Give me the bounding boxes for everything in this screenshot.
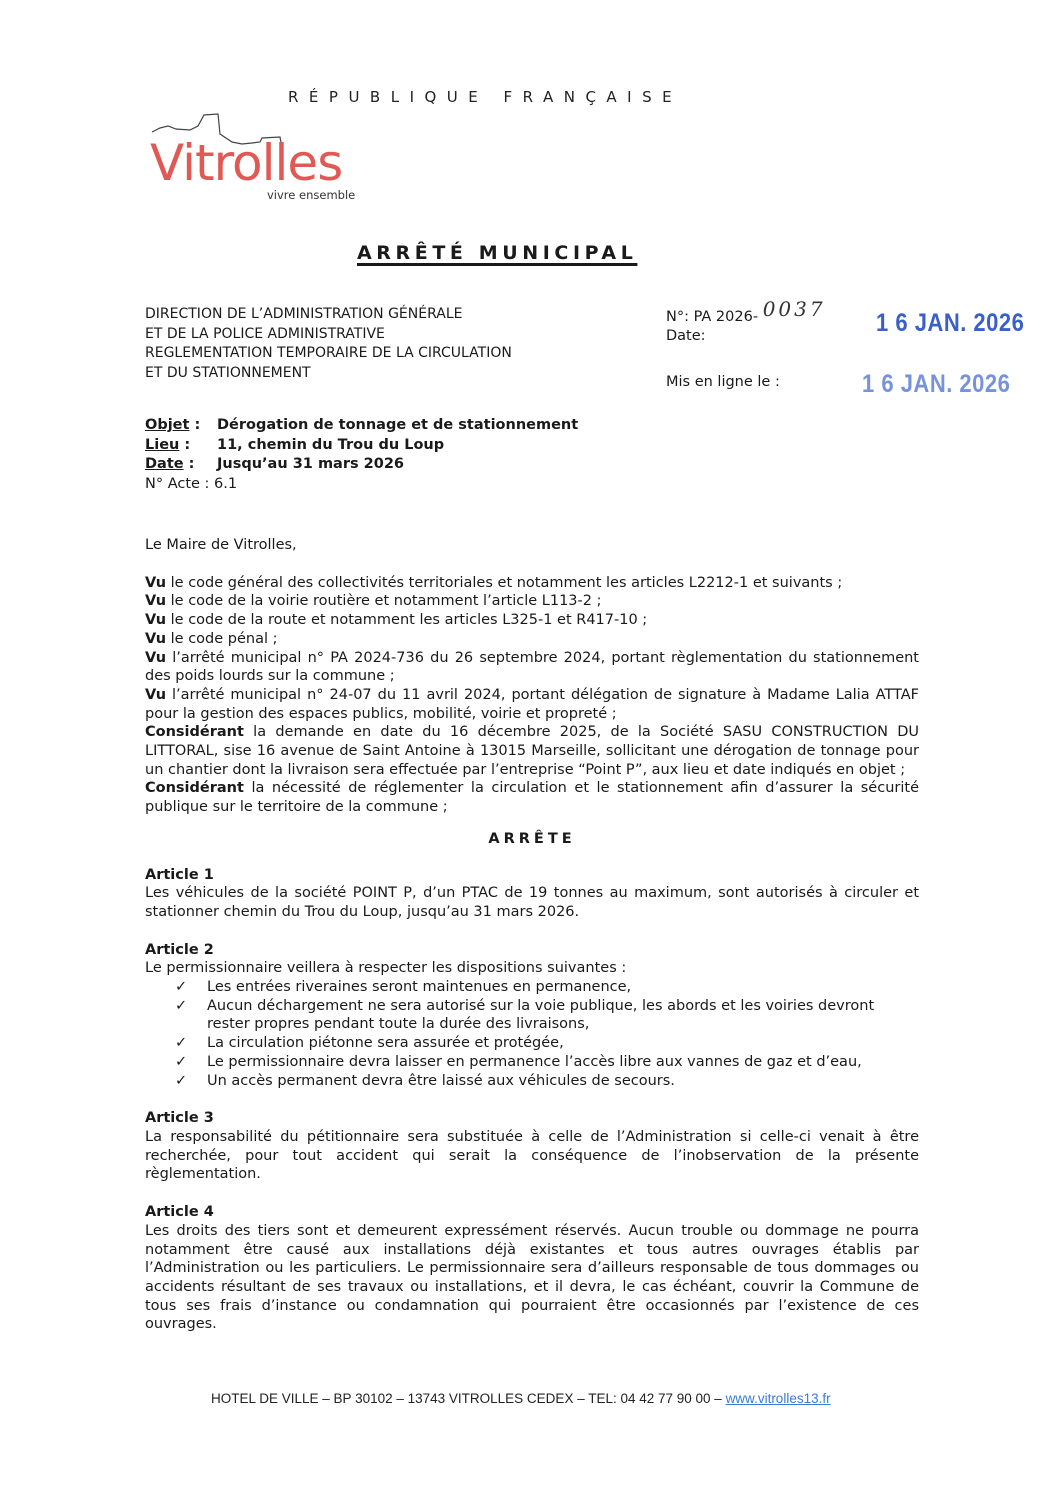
lieu-label: Lieu <box>145 436 180 453</box>
article-text: Le permissionnaire veillera à respecter les dispositions suivantes : <box>145 960 627 977</box>
check-icon: ✓ <box>175 997 188 1014</box>
date-object-label: Date <box>145 456 184 472</box>
visa-line: Vu le code de la voirie routière et notamment l’article L113-2 ; <box>145 593 602 610</box>
department-block <box>145 305 512 383</box>
visa-line: Vu l’arrêté municipal n° 24-07 du 11 avril 2024, portant délégation de signature à Madame Lalia ATTAF pour la gestion des espaces publics, mobilité, voirie et propreté ; <box>145 686 919 722</box>
online-date-label: Mis en ligne le : <box>666 374 780 390</box>
footer <box>211 1391 831 1406</box>
considerant-line: Considérant la nécessité de réglementer la circulation et le stationnement afin d’assurer la sécurité publique sur le territoire de la commune ; <box>145 780 919 816</box>
objet-value: Dérogation de tonnage et de stationnement <box>217 417 579 433</box>
reference-number-label: N°: PA 2026- <box>666 309 759 325</box>
online-date-stamp: 1 6 JAN. 2026 <box>862 369 1011 398</box>
list-item: ✓ Aucun déchargement ne sera autorisé sur la voie publique, les abords et les voiries devront rester propres pendant toute la durée des livraisons, <box>175 997 875 1033</box>
department-line: ET DE LA POLICE ADMINISTRATIVE <box>145 325 385 342</box>
object-block: Objet : Dérogation de tonnage et de stationnement Lieu : 11, chemin du Trou du Loup Date : Jusqu’au 31 mars 2026 N° Acte : 6.1 <box>145 416 578 494</box>
logo-wordmark: Vitrolles <box>150 134 343 192</box>
list-item: ✓ Un accès permanent devra être laissé aux véhicules de secours. <box>175 1072 675 1089</box>
visa-line: Vu le code général des collectivités territoriales et notamment les articles L2212-1 et suivants ; <box>145 574 843 591</box>
visa-line: Vu le code pénal ; <box>145 630 278 647</box>
reference-block <box>666 297 826 346</box>
article-title: Article 1 <box>145 866 214 883</box>
website-link[interactable]: www.vitrolles13.fr <box>725 1391 831 1406</box>
preamble-intro: Le Maire de Vitrolles, <box>145 537 297 553</box>
footer-address: HOTEL DE VILLE – BP 30102 – 13743 VITROLLES CEDEX – TEL: 04 42 77 90 00 – <box>211 1391 726 1406</box>
list-item: ✓ Les entrées riveraines seront maintenues en permanence, <box>175 979 632 996</box>
decision-heading: ARRÊTE <box>488 830 576 847</box>
article-text: La responsabilité du pétitionnaire sera substituée à celle de l’Administration si celle-ci venait à être recherchée, pour tout accident qui serait la conséquence de l’inobservation de la présente règlementation. <box>145 1128 919 1183</box>
lieu-value: 11, chemin du Trou du Loup <box>217 436 445 453</box>
check-icon: ✓ <box>175 979 188 996</box>
list-item: ✓ La circulation piétonne sera assurée et protégée, <box>175 1035 564 1052</box>
vitrolles-logo <box>150 112 390 212</box>
date-stamp: 1 6 JAN. 2026 <box>876 308 1025 337</box>
reference-number-handwritten: 0037 <box>762 297 826 321</box>
visa-line: Vu l’arrêté municipal n° PA 2024-736 du 26 septembre 2024, portant règlementation du stationnement des poids lourds sur la commune ; <box>145 649 919 685</box>
check-icon: ✓ <box>175 1053 188 1070</box>
objet-label: Objet <box>145 417 190 433</box>
article-text: Les véhicules de la société POINT P, d’un PTAC de 19 tonnes au maximum, sont autorisés à circuler et stationner chemin du Trou du Loup, jusqu’au 31 mars 2026. <box>145 885 919 920</box>
article-title: Article 4 <box>145 1204 214 1221</box>
considerant-line: Considérant la demande en date du 16 décembre 2025, de la Société SASU CONSTRUCTION DU LITTORAL, sise 16 avenue de Saint Antoine à 13015 Marseille, sollicitant une dérogation de tonnage pour un chantier dont la livraison sera effectuée par l’entreprise “Point P”, aux lieu et date indiqués en objet ; <box>145 724 919 778</box>
date-object-value: Jusqu’au 31 mars 2026 <box>217 456 405 472</box>
department-line: DIRECTION DE L’ADMINISTRATION GÉNÉRALE <box>145 306 463 322</box>
acte-number: N° Acte : 6.1 <box>145 475 238 492</box>
date-label: Date: <box>666 328 706 344</box>
provisions-list <box>145 978 919 1090</box>
document-body <box>145 536 919 1334</box>
document-title: ARRÊTÉ MUNICIPAL <box>357 242 638 264</box>
article-title: Article 2 <box>145 941 214 958</box>
visa-line: Vu le code de la route et notamment les articles L325-1 et R417-10 ; <box>145 612 648 629</box>
logo-tagline: vivre ensemble <box>267 188 356 202</box>
article-text: Les droits des tiers sont et demeurent expressément réservés. Aucun trouble ou dommage ne pourra notamment être causé aux installations déjà existantes et tous autres ouvrages établis par l’Administration ou les particuliers. Le permissionnaire sera d’ailleurs responsable de tous dommages ou accidents résultant de ses travaux ou installations, et il devra, le cas échéant, couvrir la Commune de tous ses frais d’instance ou condamnation qui pourraient être occasionnés par l’existence de ces ouvrages. <box>145 1222 919 1333</box>
department-line: REGLEMENTATION TEMPORAIRE DE LA CIRCULATION <box>145 345 512 361</box>
check-icon: ✓ <box>175 1035 188 1052</box>
list-item: ✓ Le permissionnaire devra laisser en permanence l’accès libre aux vannes de gaz et d’eau, <box>175 1053 862 1070</box>
article-title: Article 3 <box>145 1110 214 1127</box>
republique-francaise-heading: RÉPUBLIQUE FRANÇAISE <box>288 88 683 106</box>
department-line: ET DU STATIONNEMENT <box>145 364 311 381</box>
check-icon: ✓ <box>175 1072 188 1089</box>
